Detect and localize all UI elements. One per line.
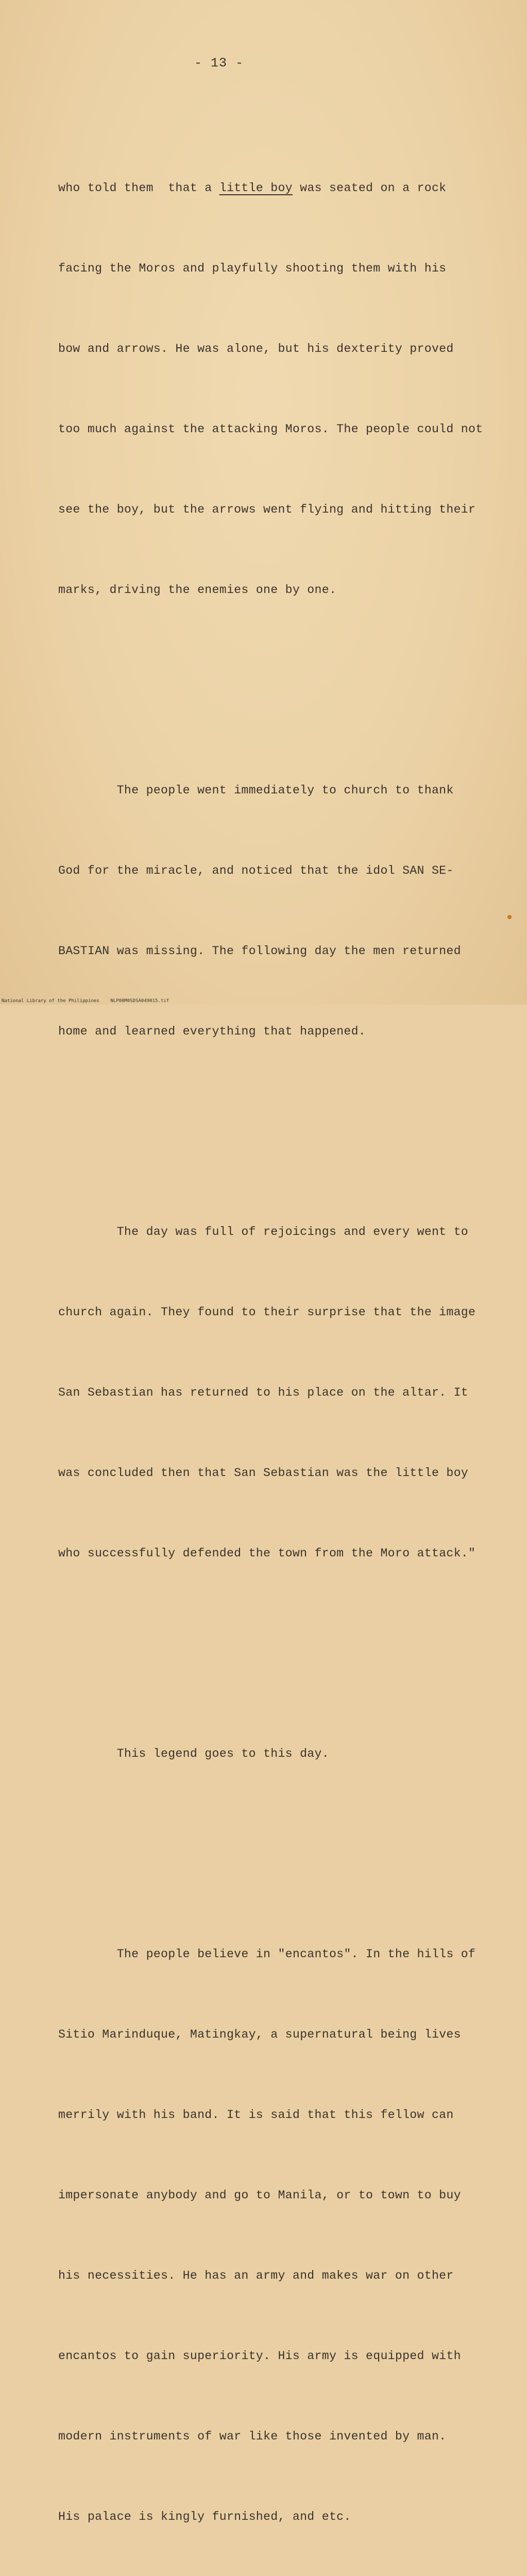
text-line: too much against the attacking Moros. The people could not	[58, 422, 483, 436]
text-line: God for the miracle, and noticed that the idol SAN SE-	[58, 864, 454, 877]
paragraph-gap	[58, 684, 501, 697]
page-number: - 13 -	[194, 56, 244, 71]
text-line: was concluded then that San Sebastian was the little boy	[58, 1466, 469, 1480]
text-line: see the boy, but the arrows went flying and hitting their	[58, 503, 476, 516]
text-span: who told them that a	[58, 181, 219, 195]
text-line: marks, driving the enemies one by one.	[58, 583, 337, 597]
text-line: Sitio Marinduque, Matingkay, a supernatural being lives	[58, 2028, 461, 2041]
paragraph-gap	[58, 1647, 501, 1660]
text-line: The people believe in "encantos". In the hills of	[58, 1947, 476, 1961]
text-line: His palace is kingly furnished, and etc.	[58, 2510, 351, 2523]
text-line: bow and arrows. He was alone, but his dexterity proved	[58, 342, 454, 355]
text-line: home and learned everything that happened.	[58, 1025, 366, 1038]
paragraph-gap	[58, 1848, 501, 1860]
text-span: was seated on a rock	[292, 181, 447, 195]
document-body	[58, 94, 501, 2576]
text-line: merrily with his band. It is said that this fellow can	[58, 2108, 454, 2122]
archive-footer: National Library of the Philippines NLP00M0SDSA049015.tif	[2, 998, 169, 1004]
text-line: San Sebastian has returned to his place on the altar. It	[58, 1386, 469, 1399]
text-line: The day was full of rejoicings and every went to	[58, 1225, 469, 1239]
text-line: church again. They found to their surprise that the image	[58, 1306, 476, 1319]
text-line: his necessities. He has an army and makes war on other	[58, 2269, 454, 2282]
text-line: impersonate anybody and go to Manila, or to town to buy	[58, 2189, 461, 2202]
ink-spot	[507, 915, 512, 919]
paragraph-gap	[58, 1125, 501, 1138]
text-line: This legend goes to this day.	[58, 1747, 329, 1760]
text-line: facing the Moros and playfully shooting them with his	[58, 262, 447, 275]
text-line: BASTIAN was missing. The following day the men returned	[58, 944, 461, 958]
text-line: modern instruments of war like those invented by man.	[58, 2430, 447, 2443]
text-line: The people went immediately to church to thank	[58, 784, 454, 797]
text-line: who successfully defended the town from the Moro attack."	[58, 1547, 476, 1560]
text-line	[58, 175, 501, 201]
text-line: encantos to gain superiority. His army is equipped with	[58, 2349, 461, 2363]
underlined-phrase: little boy	[219, 181, 293, 195]
